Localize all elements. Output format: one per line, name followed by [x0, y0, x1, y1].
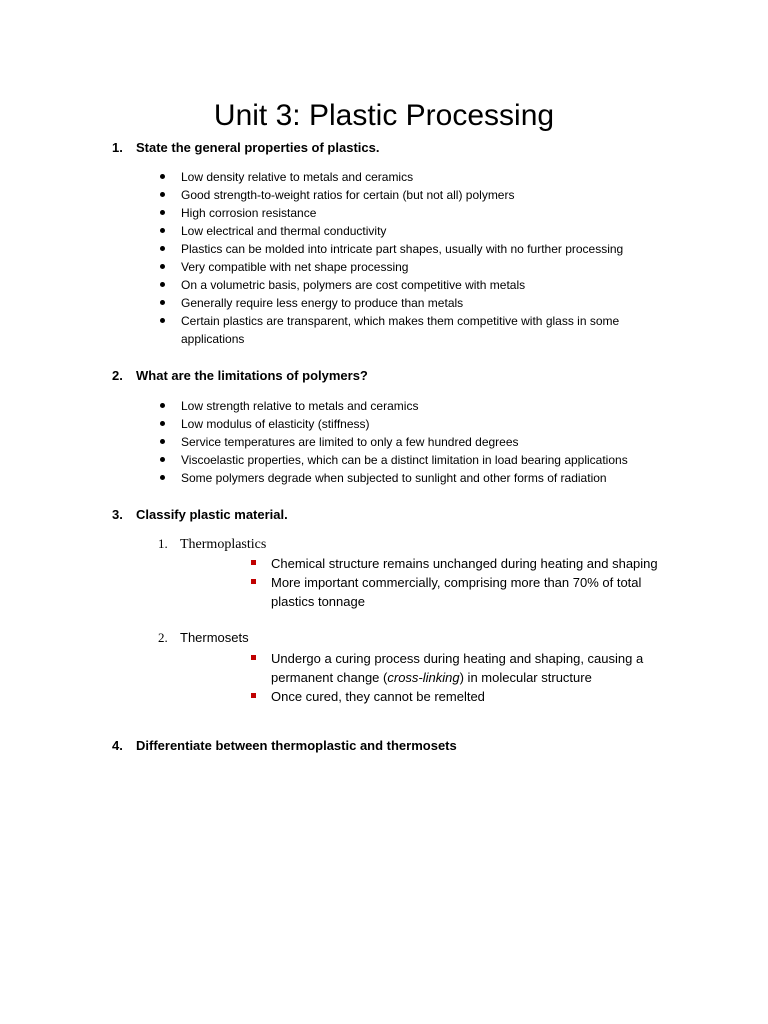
point-text: ) in molecular structure: [459, 670, 592, 685]
question-1: [112, 139, 379, 157]
list-item: High corrosion resistance: [157, 204, 677, 222]
point-italic-term: cross-linking: [387, 670, 460, 685]
class-name: Thermosets: [180, 630, 249, 645]
question-text: What are the limitations of polymers?: [136, 368, 368, 383]
question-4: [112, 737, 457, 755]
question-number: 2.: [112, 368, 123, 383]
list-item: Plastics can be molded into intricate part shapes, usually with no further processing: [157, 240, 677, 258]
question-number: 4.: [112, 738, 123, 753]
question-number: 1.: [112, 140, 123, 155]
list-item: Low electrical and thermal conductivity: [157, 222, 677, 240]
properties-list: [157, 168, 677, 348]
question-text: Classify plastic material.: [136, 507, 288, 522]
list-item: On a volumetric basis, polymers are cost competitive with metals: [157, 276, 677, 294]
list-item: Generally require less energy to produce than metals: [157, 294, 677, 312]
list-item: [247, 649, 687, 687]
class-number: 1.: [158, 536, 168, 551]
list-item: Some polymers degrade when subjected to sunlight and other forms of radiation: [157, 469, 677, 487]
question-3: [112, 506, 288, 524]
list-item: Certain plastics are transparent, which makes them competitive with glass in some applications: [157, 312, 651, 348]
list-item: Low modulus of elasticity (stiffness): [157, 415, 677, 433]
list-item: Low strength relative to metals and ceramics: [157, 397, 677, 415]
list-item: Chemical structure remains unchanged during heating and shaping: [247, 554, 687, 573]
list-item: Good strength-to-weight ratios for certain (but not all) polymers: [157, 186, 677, 204]
question-number: 3.: [112, 507, 123, 522]
thermoplastics-points: [247, 554, 687, 611]
thermosets-points: [247, 649, 687, 706]
question-text: State the general properties of plastics.: [136, 140, 380, 155]
point-text: Undergo a curing process during heating and shaping, causing a permanent change (: [271, 651, 644, 685]
list-item: More important commercially, comprising more than 70% of total plastics tonnage: [247, 573, 687, 611]
list-item: Once cured, they cannot be remelted: [247, 687, 687, 706]
list-item: Very compatible with net shape processing: [157, 258, 677, 276]
list-item: Viscoelastic properties, which can be a distinct limitation in load bearing applications: [157, 451, 677, 469]
limitations-list: [157, 397, 677, 487]
class-thermosets: [158, 629, 249, 647]
question-2: [112, 367, 368, 385]
class-number: 2.: [158, 630, 168, 645]
list-item: Low density relative to metals and ceramics: [157, 168, 677, 186]
class-thermoplastics: [158, 535, 266, 554]
class-name: Thermoplastics: [180, 537, 267, 552]
question-text: Differentiate between thermoplastic and thermosets: [136, 738, 457, 753]
page-title: Unit 3: Plastic Processing: [213, 99, 555, 132]
list-item: Service temperatures are limited to only a few hundred degrees: [157, 433, 677, 451]
